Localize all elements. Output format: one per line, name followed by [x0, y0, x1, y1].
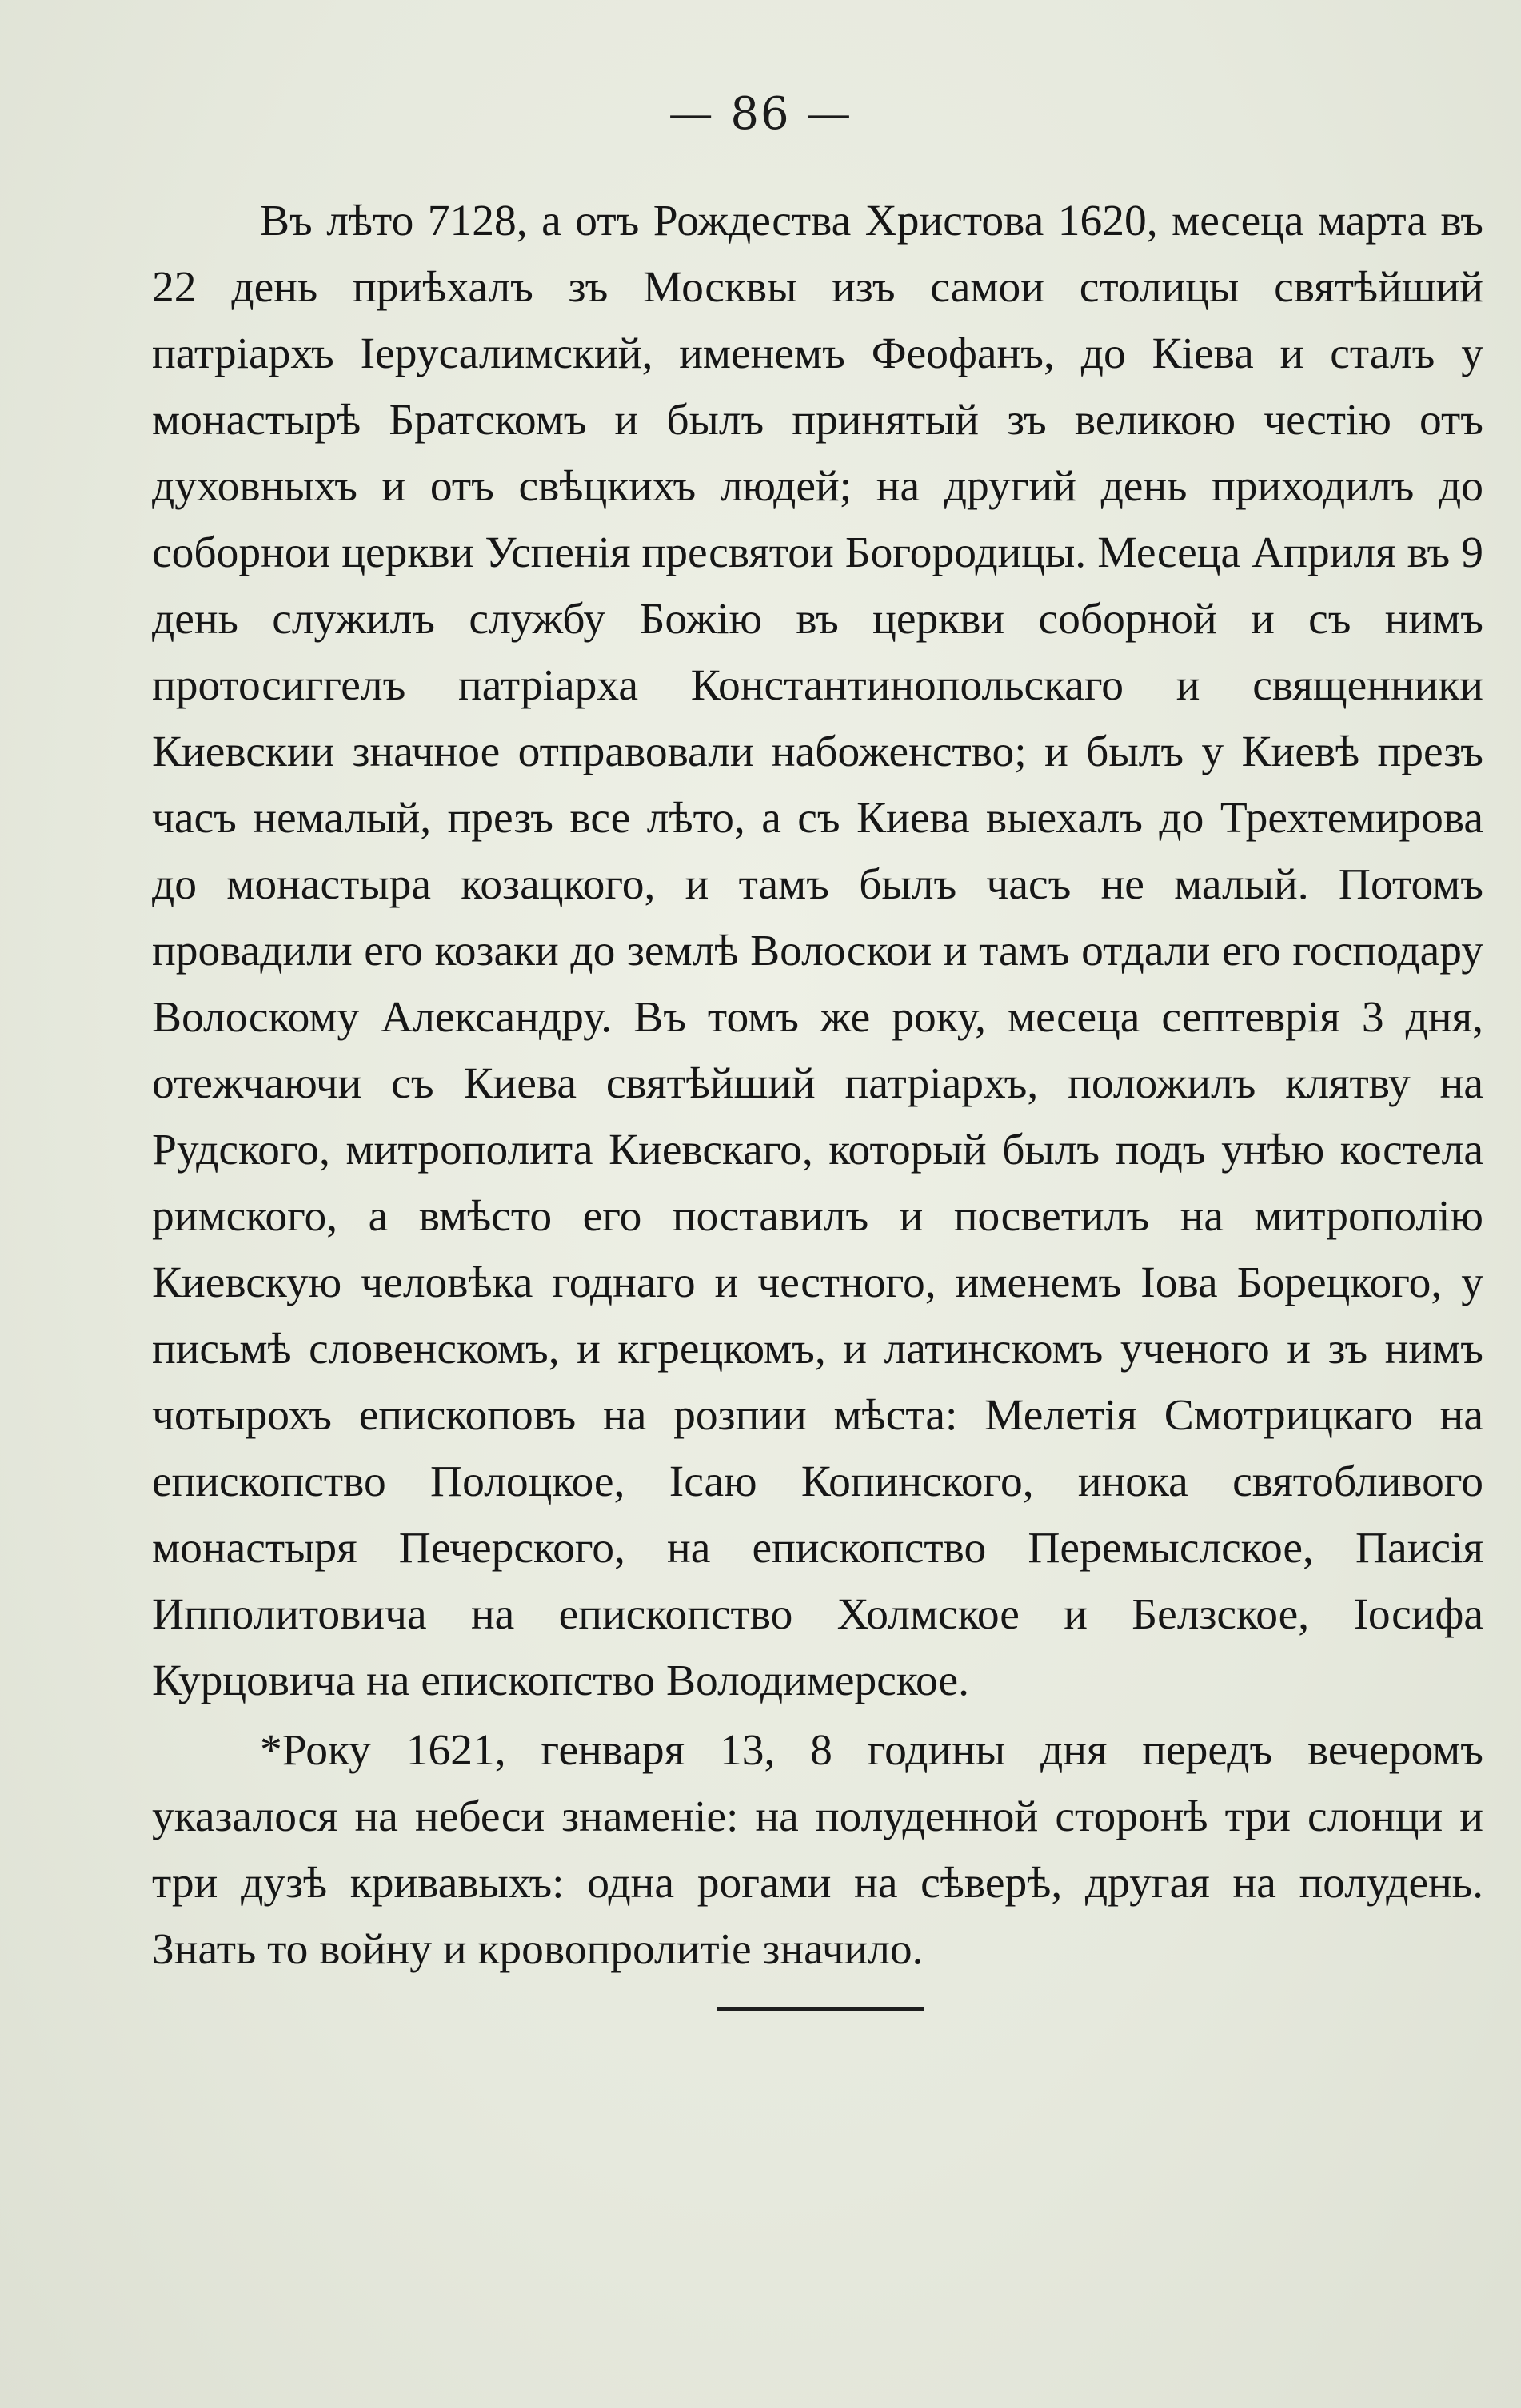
paragraph-chronicle-1620: Въ лѣто 7128, а отъ Рождества Христова 1620, месеца марта въ 22 день приѣхалъ зъ Москвы изъ самои столицы святѣйший патріархъ Іерусалимский, именемъ Феофанъ, до Кіева и сталъ у монастырѣ Братскомъ и былъ принятый зъ великою честію отъ духовныхъ и отъ свѣцкихъ людей; на другий день приходилъ до соборнои церкви Успенія пресвятои Богородицы. Месеца Априля въ 9 день служилъ службу Божію въ церкви соборной и съ нимъ протосиггелъ патріарха Константинопольскаго и священники Киевскии значное отправовали набоженство; и былъ у Киевѣ презъ часъ немалый, презъ все лѣто, а съ Киева выехалъ до Трехтемирова до монастыра козацкого, и тамъ былъ часъ не малый. Потомъ провадили его козаки до землѣ Волоскои и тамъ отдали его господару Волоскому Александру. Въ томъ же року, месеца септеврія 3 дня, отежчаючи съ Киева святѣйший патріархъ, положилъ клятву на Рудского, митрополита Киевскаго, который былъ подъ унѣю костела римского, а вмѣсто его поставилъ и посветилъ на митрополію Киевскую человѣка годнаго и честного, именемъ Іова Борецкого, у письмѣ словенскомъ, и кгрецкомъ, и латинскомъ ученого и зъ нимъ чотырохъ епископовъ на розпии мѣста: Мелетія Смотрицкаго на епископство Полоцкое, Ісаю Копинского, инока святобливого монастыря Печерского, на епископство Перемыслское, Паисія Ипполитовича на епископство Холмское и Белзское, Іосифа Курцовича на епископство Володимерское. — [152, 197, 1483, 1705]
section-end-rule — [717, 2007, 924, 2011]
page-number: — 86 — — [668, 88, 853, 140]
paragraph-chronicle-1621: *Року 1621, генваря 13, 8 годины дня передъ вечеромъ указалося на небеси знаменіе: на полуденной сторонѣ три слонци и три дузѣ кривавыхъ: одна рогами на сѣверѣ, другая на полудень. Знать то войну и кровопролитіе значило. — [152, 1726, 1483, 1974]
main-text — [152, 188, 1483, 1983]
